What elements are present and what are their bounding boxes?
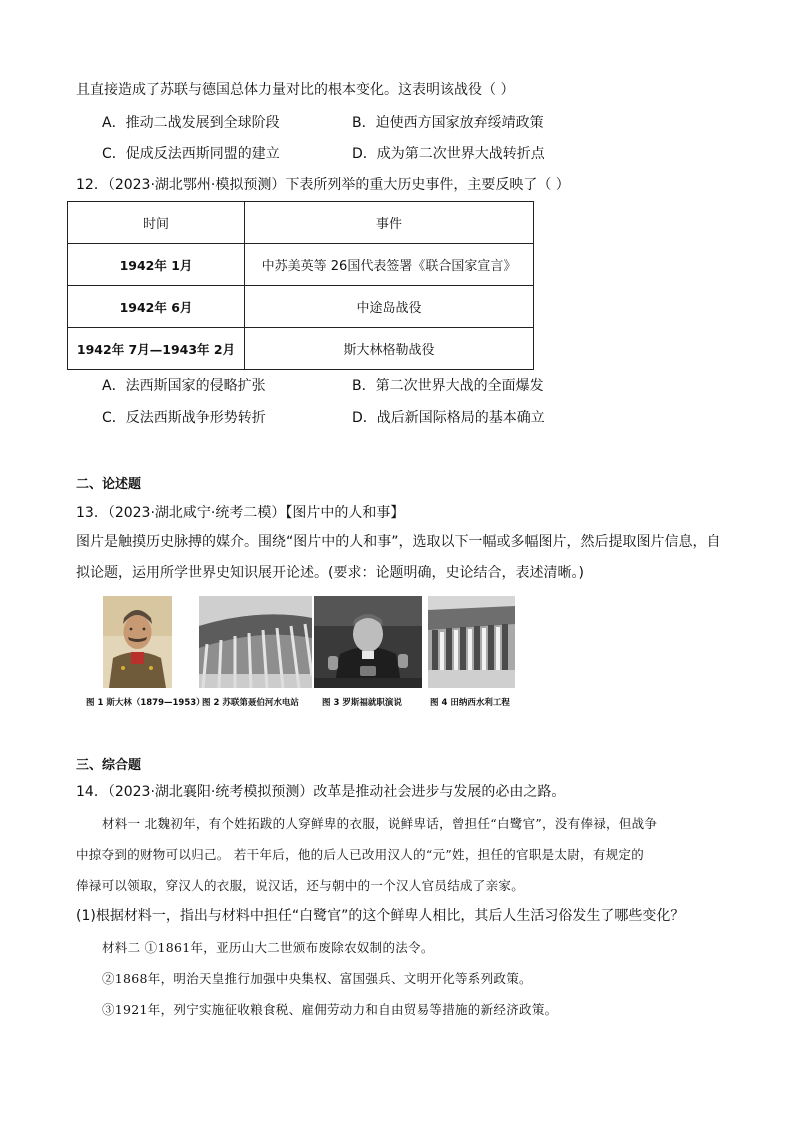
table-header-row <box>68 202 534 244</box>
table-cell-time: 1942年 7月—1943年 2月 <box>68 328 245 370</box>
figure-2-caption: 图 2 苏联第聂伯河水电站 <box>202 698 299 708</box>
table-cell-event: 中途岛战役 <box>245 286 534 328</box>
table-cell-time: 1942年 6月 <box>68 286 245 328</box>
history-events-table <box>67 201 534 370</box>
figure-tva-project <box>428 596 515 688</box>
figure-1-caption: 图 1 斯大林（1879—1953） <box>86 698 205 708</box>
q13-stem: 13．（2023·湖北咸宁·统考二模）【图片中的人和事】 <box>76 505 405 521</box>
figure-4-caption: 图 4 田纳西水利工程 <box>430 698 510 708</box>
q14-material-2-line-1: 材料二 ①1861年，亚历山大二世颁布废除农奴制的法令。 <box>102 940 434 955</box>
q11-option-b: B．迫使西方国家放弃绥靖政策 <box>352 115 544 131</box>
q14-material-1-line-1: 材料一 北魏初年，有个姓拓跋的人穿鲜卑的衣服，说鲜卑话，曾担任“白鹭官”，没有俸禄，但战争 <box>102 816 658 831</box>
table-header-time: 时间 <box>68 202 245 244</box>
q14-stem: 14．（2023·湖北襄阳·统考模拟预测）改革是推动社会进步与发展的必由之路。 <box>76 784 566 800</box>
table-row <box>68 286 534 328</box>
q14-material-2-line-3: ③1921年，列宁实施征收粮食税、雇佣劳动力和自由贸易等措施的新经济政策。 <box>102 1002 558 1017</box>
figure-dnieper-dam <box>199 596 312 688</box>
table-row <box>68 244 534 286</box>
figure-3-caption: 图 3 罗斯福就职演说 <box>322 698 402 708</box>
q13-body-line-2: 拟论题，运用所学世界史知识展开论述。(要求：论题明确，史论结合，表述清晰。) <box>76 565 584 581</box>
table-cell-time: 1942年 1月 <box>68 244 245 286</box>
q11-option-a: A．推动二战发展到全球阶段 <box>102 115 280 131</box>
q11-option-d: D．成为第二次世界大战转折点 <box>352 146 545 162</box>
q12-option-b: B．第二次世界大战的全面爆发 <box>352 378 544 394</box>
q14-material-1-line-3: 俸禄可以领取，穿汉人的衣服，说汉话，还与朝中的一个汉人官员结成了亲家。 <box>76 878 525 893</box>
q11-option-c: C．促成反法西斯同盟的建立 <box>102 146 280 162</box>
q12-stem: 12．（2023·湖北鄂州·模拟预测）下表所列举的重大历史事件，主要反映了（ ） <box>76 177 570 193</box>
table-header-event: 事件 <box>245 202 534 244</box>
q12-option-a: A．法西斯国家的侵略扩张 <box>102 378 266 394</box>
q13-body-line-1: 图片是触摸历史脉搏的媒介。围绕“图片中的人和事”，选取以下一幅或多幅图片，然后提取图片信息，自 <box>76 534 721 550</box>
q12-option-d: D．战后新国际格局的基本确立 <box>352 410 545 426</box>
section-title-comprehensive: 三、综合题 <box>76 758 142 773</box>
section-title-essay: 二、论述题 <box>76 477 142 492</box>
q14-subquestion-1: (1)根据材料一，指出与材料中担任“白鹭官”的这个鲜卑人相比，其后人生活习俗发生了哪些变化？ <box>76 908 685 924</box>
q14-material-2-line-2: ②1868年，明治天皇推行加强中央集权、富国强兵、文明开化等系列政策。 <box>102 971 532 986</box>
q11-stem: 且直接造成了苏联与德国总体力量对比的根本变化。这表明该战役（ ） <box>76 82 515 98</box>
figure-stalin-portrait <box>103 596 172 688</box>
table-cell-event: 斯大林格勒战役 <box>245 328 534 370</box>
q14-material-1-line-2: 中掠夺到的财物可以归己。 若干年后，他的后人已改用汉人的“元”姓，担任的官职是太尉，有规定的 <box>76 847 645 862</box>
table-row <box>68 328 534 370</box>
q12-option-c: C．反法西斯战争形势转折 <box>102 410 266 426</box>
figure-roosevelt-speech <box>314 596 422 688</box>
table-cell-event: 中苏美英等 26国代表签署《联合国家宣言》 <box>245 244 534 286</box>
